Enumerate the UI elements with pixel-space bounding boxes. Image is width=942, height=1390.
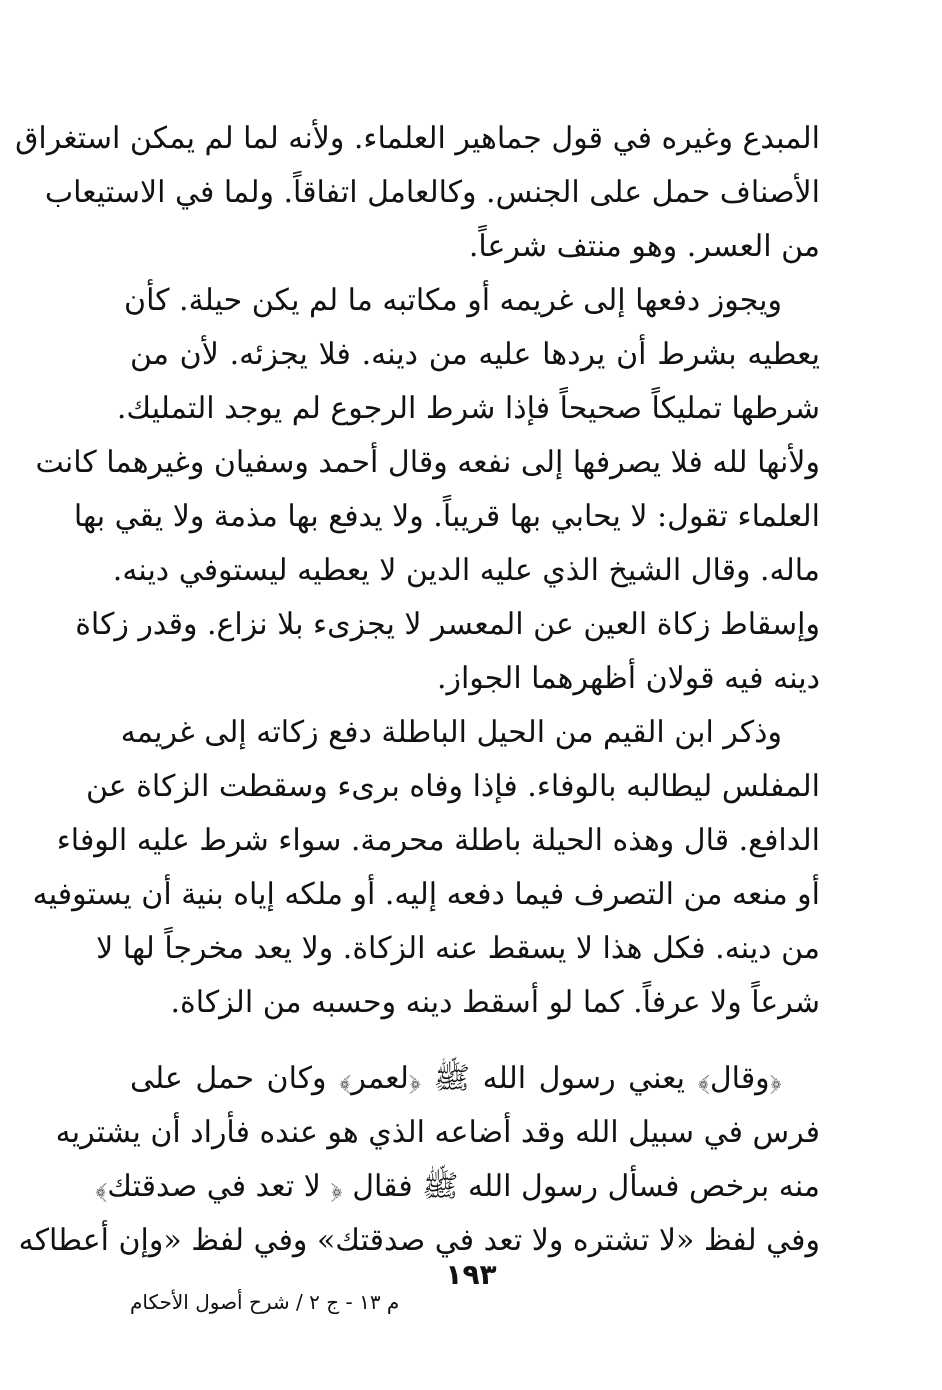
text-line: الأصناف حمل على الجنس. وكالعامل اتفاقاً. ولما في الاستيعاب <box>44 175 820 210</box>
text-line: ماله. وقال الشيخ الذي عليه الدين لا يعطيه ليستوفي دينه. <box>112 553 820 588</box>
text-line: شرطها تمليكاً صحيحاً فإذا شرط الرجوع لم يوجد التمليك. <box>116 391 820 426</box>
text-line: وفي لفظ «لا تشتره ولا تعد في صدقتك» وفي لفظ «وإن أعطاكه <box>18 1223 820 1258</box>
paragraph-4 <box>18 1052 820 1268</box>
text-line: العلماء تقول: لا يحابي بها قريباً. ولا يدفع بها مذمة ولا يقي بها <box>73 499 820 534</box>
text-line: الدافع. قال وهذه الحيلة باطلة محرمة. سواء شرط عليه الوفاء <box>56 823 820 858</box>
text-line: دينه فيه قولان أظهرهما الجواز. <box>436 661 820 696</box>
text-line: فرس في سبيل الله وقد أضاعه الذي هو عنده فأراد أن يشتريه <box>55 1115 820 1150</box>
paragraph-3 <box>32 706 820 1030</box>
text-line: من العسر. وهو منتف شرعاً. <box>468 229 820 264</box>
text-line: ولأنها لله فلا يصرفها إلى نفعه وقال أحمد وسفيان وغيرهما كانت <box>35 445 820 480</box>
paragraph-1 <box>15 112 820 274</box>
body-text <box>15 112 820 1268</box>
text-line: شرعاً ولا عرفاً. كما لو أسقط دينه وحسبه من الزكاة. <box>170 985 820 1020</box>
text-line: المبدع وغيره في قول جماهير العلماء. ولأنه لما لم يمكن استغراق <box>15 121 820 156</box>
text-line: أو منعه من التصرف فيما دفعه إليه. أو ملكه إياه بنية أن يستوفيه <box>32 877 820 912</box>
text-line: وإسقاط زكاة العين عن المعسر لا يجزىء بلا نزاع. وقدر زكاة <box>75 607 820 642</box>
text-line: يعطيه بشرط أن يردها عليه من دينه. فلا يجزئه. لأن من <box>130 337 820 372</box>
page-number: ١٩٣ <box>445 1258 497 1291</box>
text-line: وذكر ابن القيم من الحيل الباطلة دفع زكاته إلى غريمه <box>120 715 782 750</box>
paragraph-2 <box>35 274 820 706</box>
footer-signature: م ١٣ - ج ٢ / شرح أصول الأحكام <box>130 1290 400 1314</box>
text-line: ﴿وقال﴾ يعني رسول الله ﷺ ﴿لعمر﴾ وكان حمل على <box>130 1061 782 1096</box>
text-line: ويجوز دفعها إلى غريمه أو مكاتبه ما لم يكن حيلة. كأن <box>124 283 782 318</box>
text-line: من دينه. فكل هذا لا يسقط عنه الزكاة. ولا يعد مخرجاً لها لا <box>96 931 820 966</box>
text-line: منه برخص فسأل رسول الله ﷺ فقال ﴿ لا تعد في صدقتك﴾ <box>94 1169 820 1204</box>
paragraph-spacer <box>130 1030 820 1052</box>
text-line: المفلس ليطالبه بالوفاء. فإذا وفاه برىء وسقطت الزكاة عن <box>85 769 820 804</box>
